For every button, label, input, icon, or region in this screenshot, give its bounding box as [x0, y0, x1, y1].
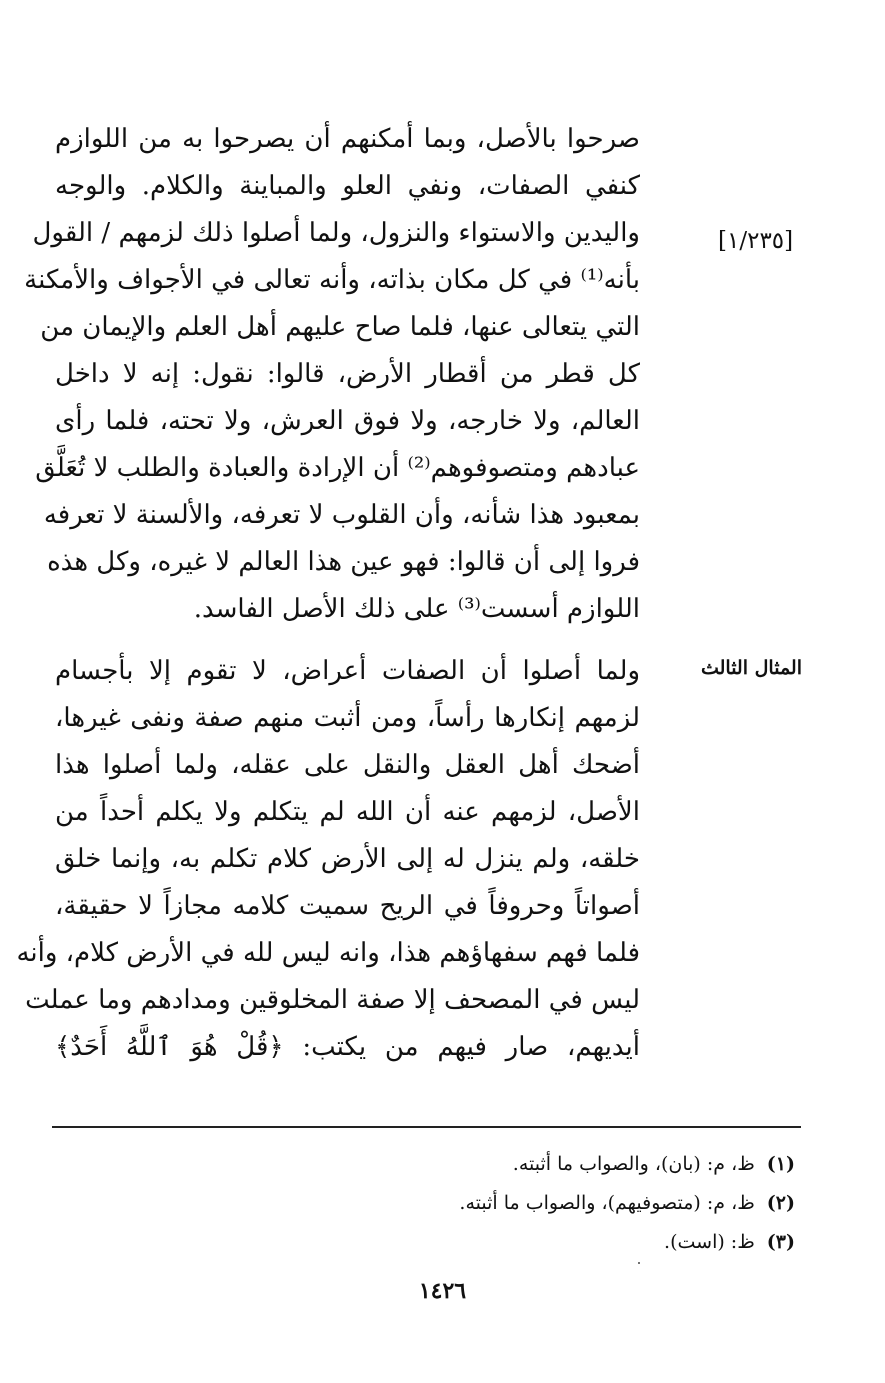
text-line: واليدين والاستواء والنزول، ولما أصلوا ذلك لزمهم / القول [32, 218, 640, 248]
footnote-2 [350, 1184, 795, 1223]
text-line: بأنه⁽¹⁾ في كل مكان بذاته، وأنه تعالى في الأجواف والأمكنة [24, 265, 640, 295]
footnote-3 [350, 1223, 795, 1262]
text-line: أضحك أهل العقل والنقل على عقله، ولما أصلوا هذا [55, 750, 640, 780]
footnote-divider [52, 1126, 801, 1128]
text-line: عبادهم ومتصوفوهم⁽²⁾ أن الإرادة والعبادة والطلب لا تُعَلَّق [35, 453, 640, 483]
print-speck [638, 1262, 640, 1264]
margin-reference: [١/٢٣٥] [718, 228, 794, 254]
footnote-1 [350, 1145, 795, 1184]
footnote-text: ظ، م: (متصوفيهم)، والصواب ما أثبته. [459, 1192, 755, 1214]
text-line: أصواتاً وحروفاً في الريح سميت كلامه مجازاً لا حقيقة، [55, 891, 640, 921]
footnote-number: (٢) [766, 1192, 795, 1214]
footnotes [350, 1145, 795, 1262]
text-line: صرحوا بالأصل، وبما أمكنهم أن يصرحوا به من اللوازم [55, 124, 640, 154]
text-line: العالم، ولا خارجه، ولا فوق العرش، ولا تحته، فلما رأى [55, 406, 640, 436]
footnote-text: ظ: (است). [664, 1231, 755, 1253]
footnote-number: (٣) [766, 1231, 795, 1253]
page-number: ١٤٢٦ [418, 1278, 467, 1304]
text-line: التي يتعالى عنها، فلما صاح عليهم أهل العلم والإيمان من [40, 312, 640, 342]
text-line: بمعبود هذا شأنه، وأن القلوب لا تعرفه، والألسنة لا تعرفه [43, 500, 640, 530]
text-line: لزمهم إنكارها رأساً، ومن أثبت منهم صفة ونفى غيرها، [55, 703, 640, 733]
text-line: أيديهم، صار فيهم من يكتب: ﴿قُلْ هُوَ ٱللَّهُ أَحَدٌ﴾ [55, 1032, 640, 1062]
text-line: فلما فهم سفهاؤهم هذا، وانه ليس لله في الأرض كلام، وأنه [16, 938, 640, 968]
text-line: ليس في المصحف إلا صفة المخلوقين ومدادهم وما عملت [25, 985, 640, 1015]
text-line: كل قطر من أقطار الأرض، قالوا: نقول: إنه لا داخل [55, 359, 640, 389]
footnote-number: (١) [766, 1153, 795, 1175]
paragraph-2 [16, 648, 640, 1071]
paragraph-1 [24, 116, 640, 633]
text-line: الأصل، لزمهم عنه أن الله لم يتكلم ولا يكلم أحداً من [55, 797, 640, 827]
text-line: فروا إلى أن قالوا: فهو عين هذا العالم لا غيره، وكل هذه [47, 547, 640, 577]
footnote-text: ظ، م: (بان)، والصواب ما أثبته. [512, 1153, 755, 1175]
text-line: ولما أصلوا أن الصفات أعراض، لا تقوم إلا بأجسام [55, 656, 640, 686]
margin-section-label: المثال الثالث [700, 657, 802, 679]
text-line: كنفي الصفات، ونفي العلو والمباينة والكلام. والوجه [55, 171, 640, 201]
text-line: اللوازم أسست⁽³⁾ على ذلك الأصل الفاسد. [193, 594, 640, 624]
text-line: خلقه، ولم ينزل له إلى الأرض كلام تكلم به، وإنما خلق [55, 844, 640, 874]
